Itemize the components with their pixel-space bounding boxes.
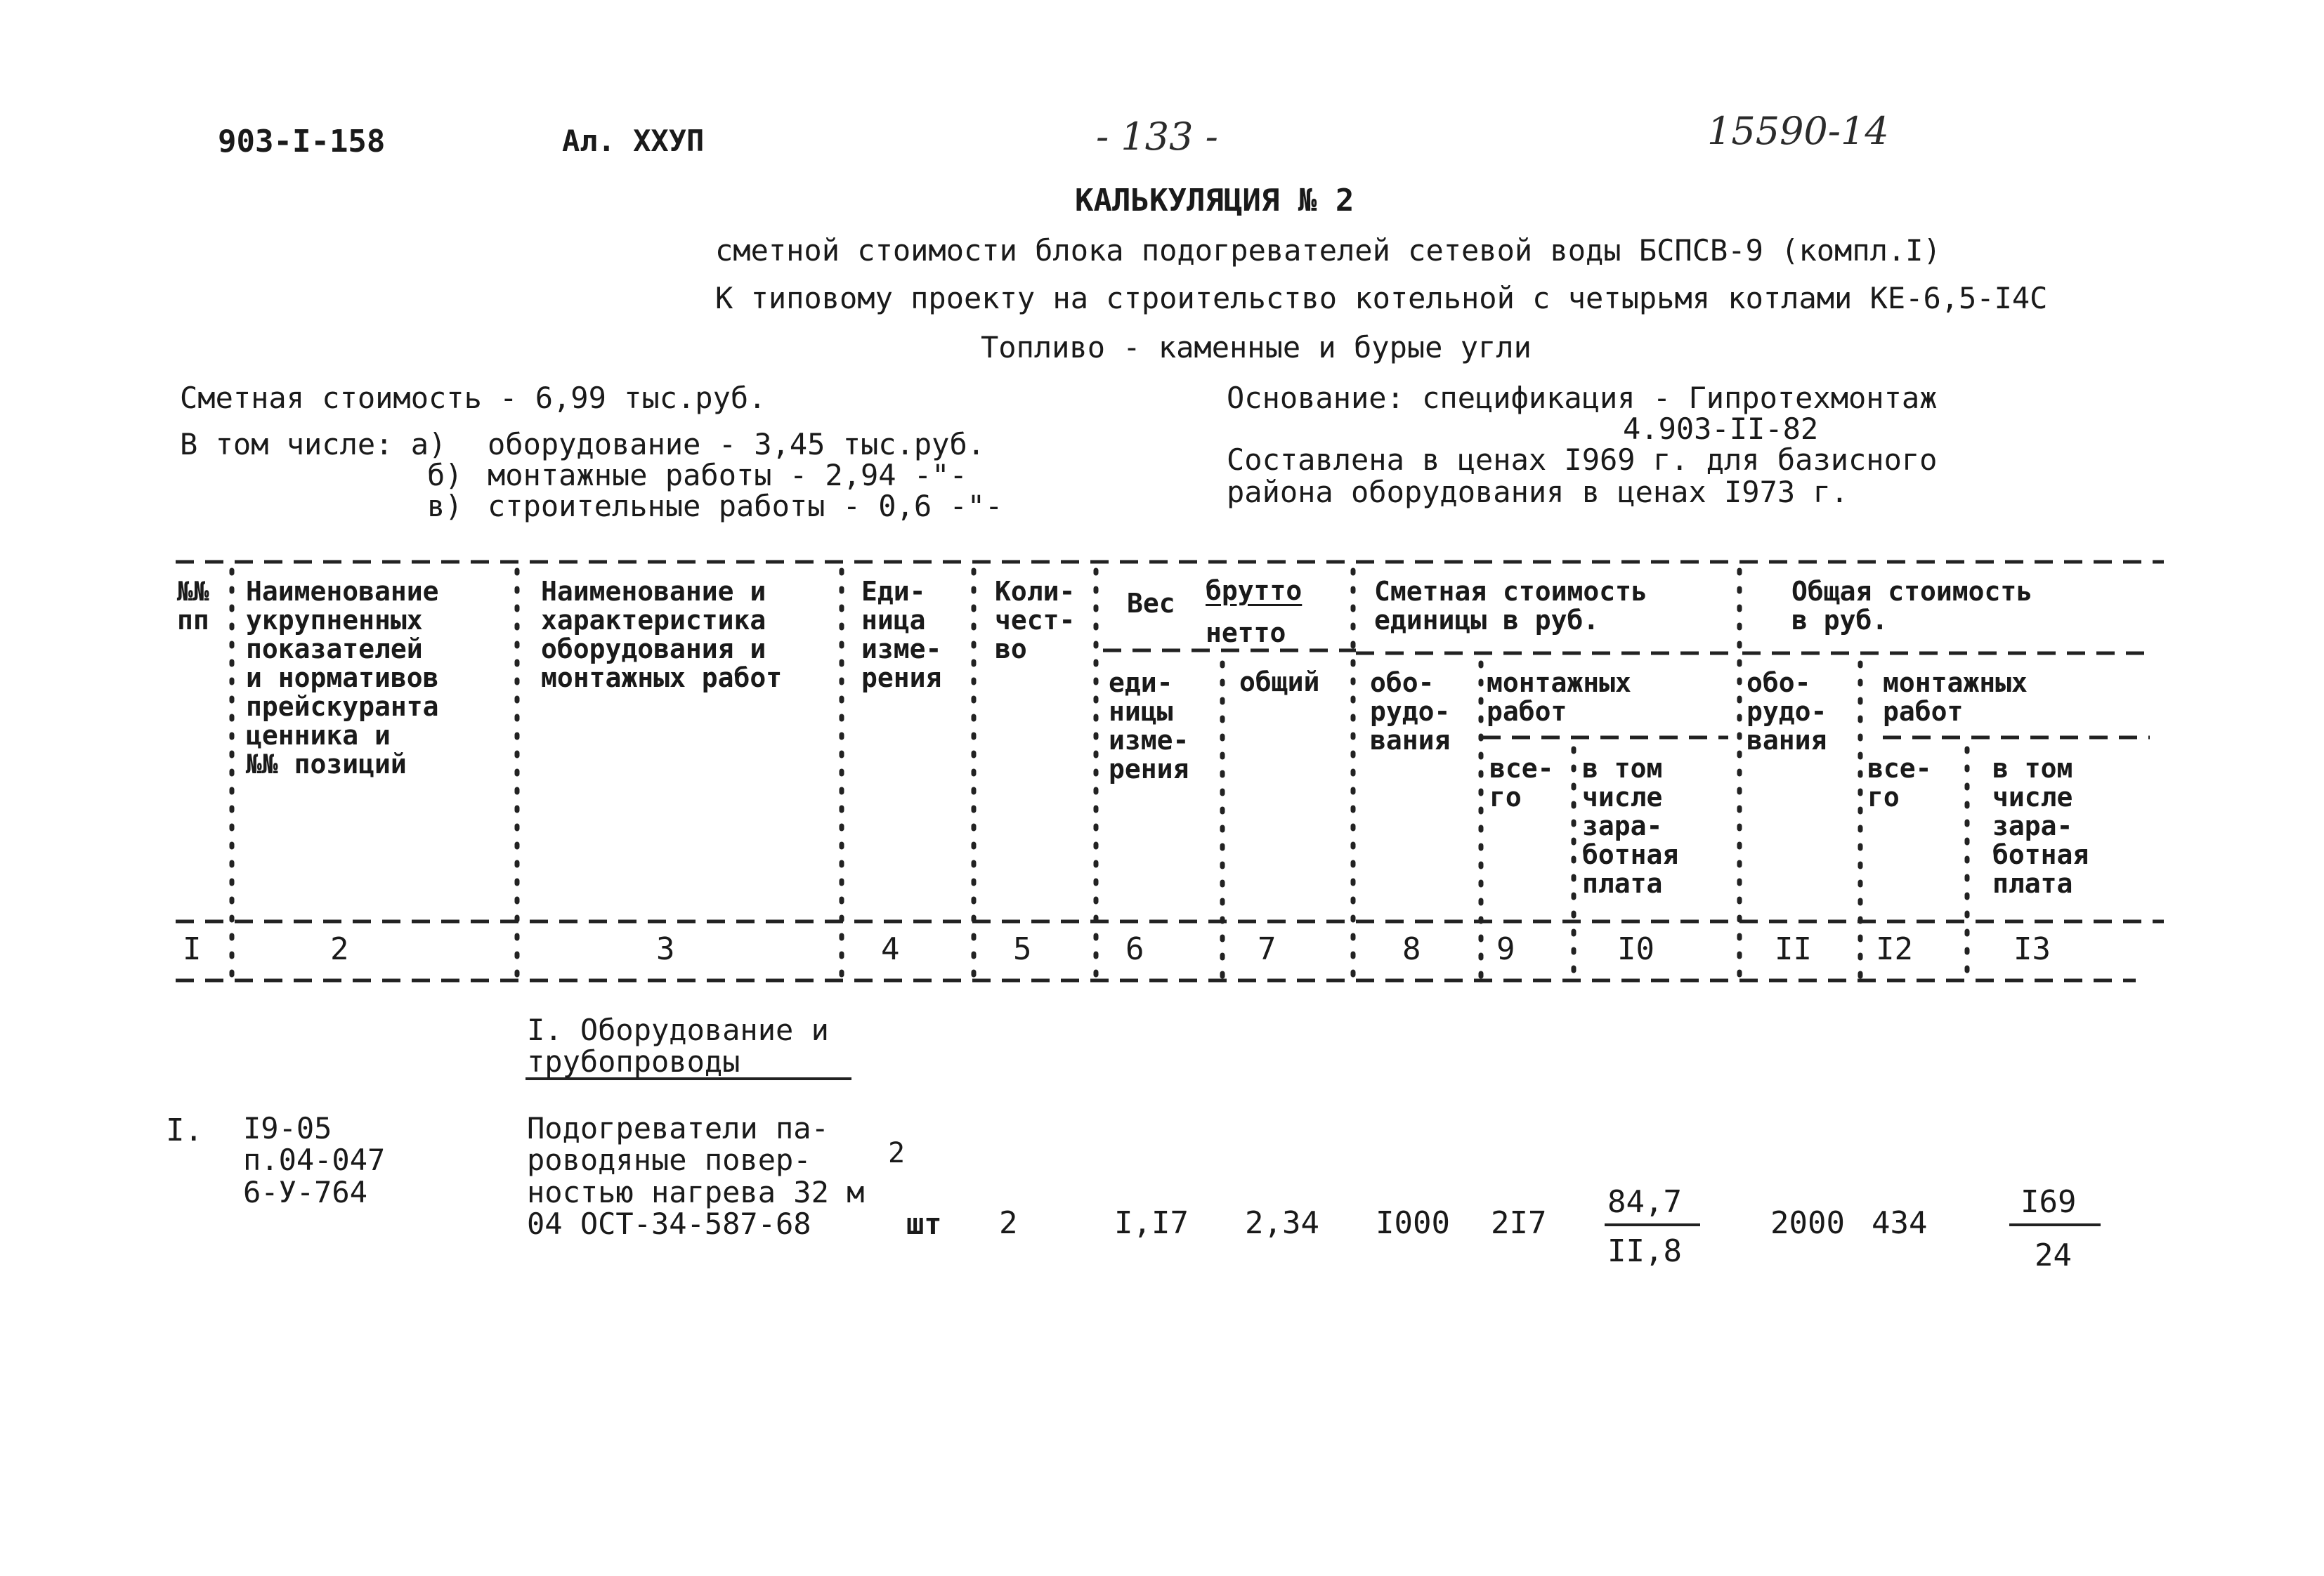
section-title: I. Оборудование и трубопроводы — [527, 1013, 829, 1079]
page-number: - 133 - — [1096, 114, 1218, 159]
cost-construction: строительные работы - 0,6 -"- — [488, 489, 1003, 523]
col-number: 7 — [1258, 931, 1277, 967]
title-line-1: сметной стоимости блока подогревателей сетевой воды БСПСВ-9 (компл.I) — [715, 233, 1941, 268]
cost-constr-letter: в) — [427, 489, 463, 523]
col-header-brutto: брутто — [1206, 575, 1303, 606]
col-header-total-weight: общий — [1239, 666, 1320, 697]
row-superscript: 2 — [888, 1137, 906, 1169]
row-unit-weight: I,I7 — [1114, 1205, 1189, 1241]
cost-mounting: монтажные работы - 2,94 -"- — [488, 458, 967, 492]
row-unit: шт — [906, 1207, 942, 1241]
row-wage-unit-bottom: II,8 — [1607, 1233, 1682, 1269]
album-number: Ал. XXУП — [562, 124, 705, 158]
title-line-3: Топливо - каменные и бурые угли — [981, 330, 1532, 365]
row-wage-total-top: I69 — [2021, 1184, 2077, 1220]
col-header-total-cost: Общая стоимость в руб. — [1791, 576, 2033, 636]
handwritten-code: 15590-14 — [1707, 109, 1889, 153]
col-header-equip-total: обо- рудо- вания — [1747, 667, 1827, 756]
col-number: I2 — [1876, 931, 1913, 967]
row-number: I. — [166, 1112, 203, 1148]
col-header-name: Наименование и характеристика оборудования и монтажных работ — [541, 576, 783, 694]
row-wage-total-bottom: 24 — [2035, 1237, 2072, 1273]
col-header-mont-total2: все- го — [1867, 753, 1932, 813]
row-total-weight: 2,34 — [1245, 1205, 1319, 1241]
row-wage-unit-top: 84,7 — [1607, 1184, 1682, 1220]
basis-line-2: 4.903-II-82 — [1623, 412, 1819, 446]
col-number: 8 — [1402, 931, 1421, 967]
doc-number: 903-I-158 — [218, 124, 386, 159]
col-header-unit-cost: Сметная стоимость единицы в руб. — [1374, 576, 1647, 636]
col-number: I3 — [2013, 931, 2051, 967]
col-header-weight: Вес — [1127, 588, 1175, 619]
basis-line-4: района оборудования в ценах I973 г. — [1227, 475, 1849, 509]
incl-label: В том числе: а) — [180, 427, 447, 461]
col-header-mont2: монтажных работ — [1883, 667, 2028, 728]
col-header-netto: нетто — [1206, 617, 1286, 648]
col-header-no: №№ пп — [177, 576, 209, 636]
col-header-unit-weight: еди- ницы изме- рения — [1109, 667, 1189, 785]
col-number: I — [183, 931, 202, 967]
row-price-codes: I9-05 п.04-047 6-У-764 — [243, 1111, 386, 1209]
col-header-equip: обо- рудо- вания — [1370, 667, 1451, 756]
row-standard: 04 ОСТ-34-587-68 — [527, 1207, 811, 1241]
basis-line-1: Основание: спецификация - Гипротехмонтаж — [1227, 381, 1938, 415]
col-header-unit: Еди- ница изме- рения — [861, 576, 942, 694]
col-header-mont-total: все- го — [1489, 753, 1554, 813]
basis-line-3: Составлена в ценах I969 г. для базисного — [1227, 442, 1938, 477]
col-number: 2 — [330, 931, 349, 967]
col-header-codes: Наименование укрупненных показателей и нормативов прейскуранта ценника и №№ позиций — [246, 576, 439, 780]
row-mont-total: 434 — [1872, 1205, 1928, 1241]
col-number: 3 — [656, 931, 675, 967]
col-header-mont: монтажных работ — [1487, 667, 1631, 728]
row-equip-total: 2000 — [1770, 1205, 1845, 1241]
col-header-wage2: в том числе зара- ботная плата — [1992, 753, 2089, 900]
col-number: 9 — [1496, 931, 1515, 967]
col-number: II — [1775, 931, 1812, 967]
col-number: I0 — [1617, 931, 1654, 967]
cost-equipment: оборудование - 3,45 тыс.руб. — [488, 427, 986, 461]
title-line-2: К типовому проекту на строительство котельной с четырьмя котлами КЕ-6,5-I4С — [715, 281, 2048, 315]
col-header-wage: в том числе зара- ботная плата — [1582, 753, 1679, 900]
row-description: Подогреватели па- роводяные повер- ностью нагрева 32 м — [527, 1111, 865, 1209]
row-qty: 2 — [999, 1205, 1018, 1241]
cost-mont-letter: б) — [427, 458, 463, 492]
total-cost: Сметная стоимость - 6,99 тыс.руб. — [180, 381, 766, 415]
row-mont-unit: 2I7 — [1491, 1205, 1547, 1241]
row-equip-unit: I000 — [1376, 1205, 1450, 1241]
col-number: 4 — [881, 931, 900, 967]
col-number: 5 — [1013, 931, 1032, 967]
col-number: 6 — [1125, 931, 1144, 967]
calc-heading: КАЛЬКУЛЯЦИЯ № 2 — [1075, 183, 1354, 218]
col-header-qty: Коли- чест- во — [995, 576, 1076, 665]
